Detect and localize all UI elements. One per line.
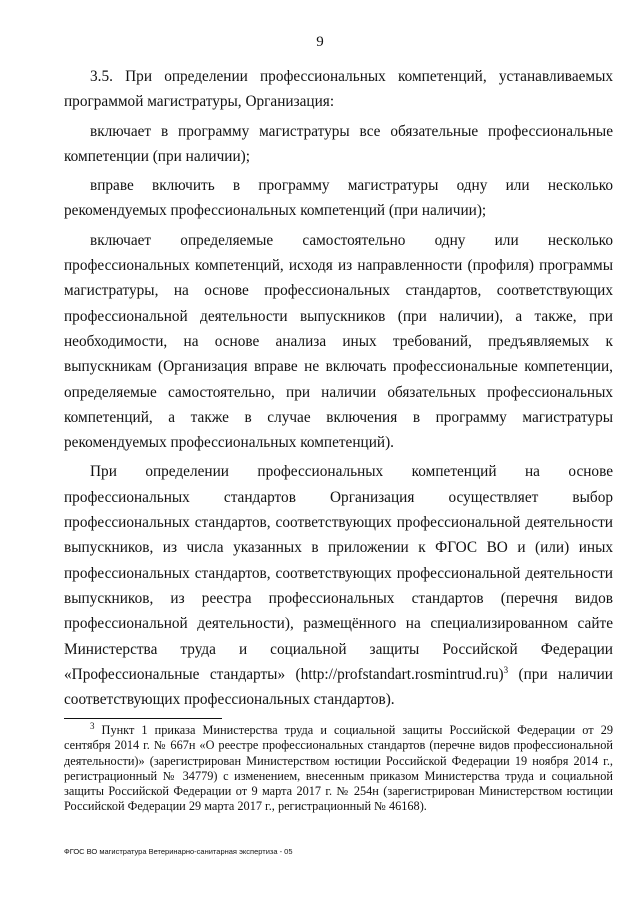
footnote-reference[interactable]: 3 [503, 664, 509, 675]
page-number: 9 [316, 34, 324, 50]
paragraph-self-defined-competencies: включает определяемые самостоятельно одну или несколько профессиональных компетенций, исходя из направленности (профиля) программы магистратуры, на основе профессиональных стандартов, соответствующих профессиональной деятельности выпускников (при наличии), а также, при необходимости, на основе анализа иных требований, предъявляемых к выпускникам (Организация вправе не включать профессиональные компетенции, определяемые самостоятельно, при наличии обязательных профессиональных компетенций, а также в случае включения в программу магистратуры рекомендуемых профессиональных компетенций). [64, 231, 613, 452]
footnote-text: Пункт 1 приказа Министерства труда и социальной защиты Российской Федерации от 29 сентября 2014 г. № 667н «О реестре профессиональных стандартов (перечне видов профессиональной деятельности)» (зарегистрирован Министерством юстиции Российской Федерации 19 ноября 2014 г., регистрационный № 34779) с изменением, внесенным приказом Министерства труда и социальной защиты Российской Федерации от 9 марта 2017 г. № 254н (зарегистрирован Министерством юстиции Российской Федерации 29 марта 2017 г., регистрационный № 46168). [64, 723, 613, 814]
paragraph-recommended-competencies: вправе включить в программу магистратуры одну или несколько рекомендуемых профессиональных компетенций (при наличии); [64, 177, 613, 220]
paragraph-3-5-intro: 3.5. При определении профессиональных компетенций, устанавливаемых программой магистратуры, Организация: [64, 68, 613, 111]
footnote [64, 720, 613, 815]
footnote-separator [64, 718, 222, 719]
paragraph-professional-standards [64, 459, 613, 712]
paragraph-text-before-ref: При определении профессиональных компетенций на основе профессиональных стандартов Организация осуществляет выбор профессиональных стандартов, соответствующих профессиональной деятельности выпускников, из числа указанных в приложении к ФГОС ВО и (или) иных профессиональных стандартов, соответствующих профессиональной деятельности выпускников, из реестра профессиональных стандартов (перечня видов профессиональной деятельности), размещённого на специализированном сайте Министерства труда и социальной защиты Российской Федерации «Профессиональные стандарты» (http://profstandart.rosmintrud.ru) [64, 463, 613, 683]
paragraph-text-after-ref: (при наличии соответствующих профессиональных стандартов). [64, 665, 613, 709]
main-text [64, 64, 613, 712]
paragraph-mandatory-competencies: включает в программу магистратуры все обязательные профессиональные компетенции (при наличии); [64, 122, 613, 165]
footnote-mark: 3 [90, 720, 95, 731]
page-footer: ФГОС ВО магистратура Ветеринарно-санитарная экспертиза - 05 [64, 847, 293, 856]
